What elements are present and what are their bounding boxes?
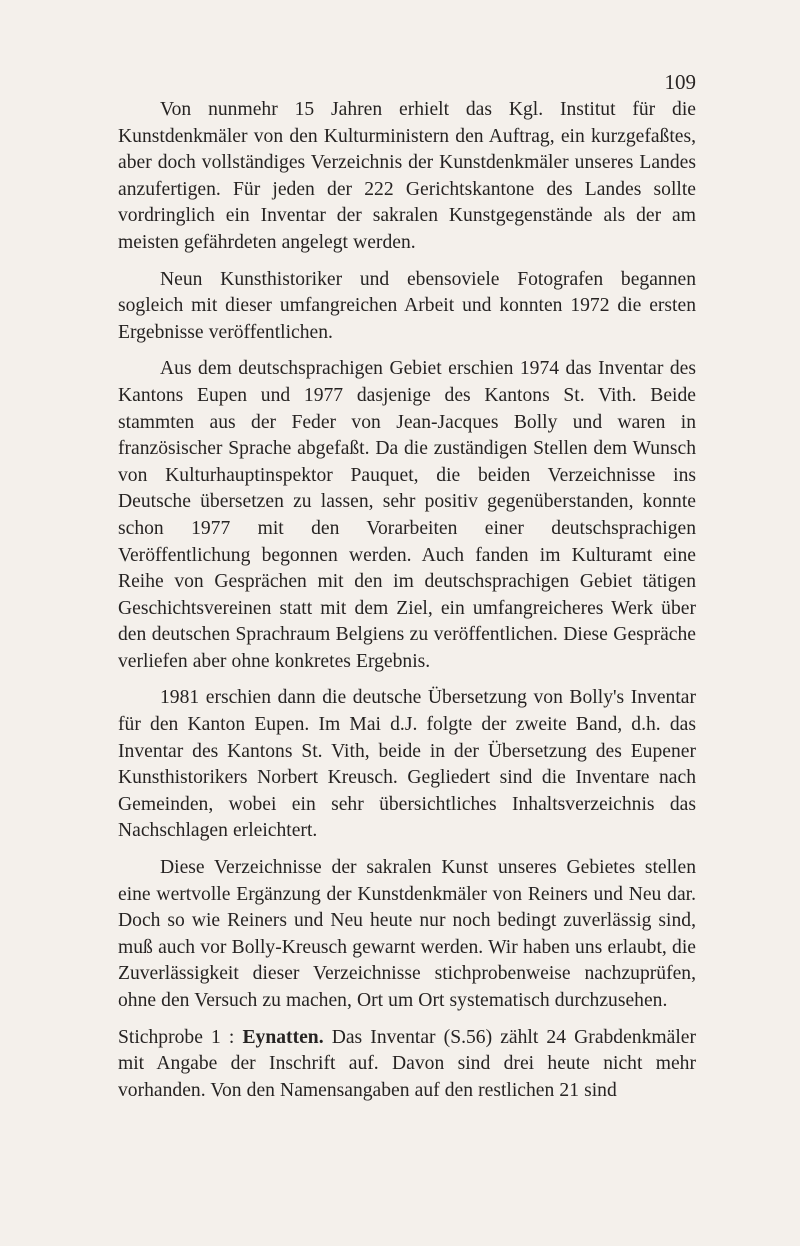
sample-text: Das Inventar (S.56) zählt 24 Grabdenkmäler mit Angabe der Inschrift auf. Davon sind drei heute nicht mehr vorhanden. Von den Namensangaben auf den restlichen 21 sind	[118, 1026, 696, 1101]
body-text	[118, 97, 696, 1104]
page-number: 109	[664, 70, 696, 94]
paragraph-6	[118, 1025, 696, 1105]
paragraph-3: Aus dem deutschsprachigen Gebiet erschien 1974 das Inventar des Kantons Eupen und 1977 dasjenige des Kantons St. Vith. Beide stammten aus der Feder von Jean-Jacques Bolly und waren in französischer Sprache abgefaßt. Da die zuständigen Stellen dem Wunsch von Kulturhauptinspektor Pauquet, die beiden Verzeichnisse ins Deutsche übersetzen zu lassen, sehr positiv gegenüberstanden, konnte schon 1977 mit den Vorarbeiten einer deutschsprachigen Veröffentlichung begonnen werden. Auch fanden im Kulturamt eine Reihe von Gesprächen mit den im deutschsprachigen Gebiet tätigen Geschichtsvereinen statt mit dem Ziel, ein umfangreicheres Werk über den deutschen Sprachraum Belgiens zu veröffentlichen. Diese Gespräche verliefen aber ohne konkretes Ergebnis.	[118, 358, 696, 672]
sample-place: Eynatten.	[242, 1026, 324, 1048]
paragraph-4: 1981 erschien dann die deutsche Übersetzung von Bolly's Inventar für den Kanton Eupen. Im Mai d.J. folgte der zweite Band, d.h. das Inventar des Kantons St. Vith, beide in der Übersetzung des Eupener Kunsthistorikers Norbert Kreusch. Gegliedert sind die Inventare nach Gemeinden, wobei ein sehr übersichtliches Inhaltsverzeichnis das Nachschlagen erleichtert.	[118, 687, 696, 842]
paragraph-1: Von nunmehr 15 Jahren erhielt das Kgl. Institut für die Kunstdenkmäler von den Kulturministern den Auftrag, ein kurzgefaßtes, aber doch vollständiges Verzeichnis der Kunstdenkmäler unseres Landes anzufertigen. Für jeden der 222 Gerichtskantone des Landes sollte vordringlich ein Inventar der sakralen Kunstgegenstände als der am meisten gefährdeten angelegt werden.	[118, 99, 696, 253]
paragraph-2: Neun Kunsthistoriker und ebensoviele Fotografen begannen sogleich mit dieser umfangreichen Arbeit und konnten 1972 die ersten Ergebnisse veröffentlichen.	[118, 268, 696, 343]
sample-label: Stichprobe 1 :	[118, 1026, 243, 1048]
paragraph-5: Diese Verzeichnisse der sakralen Kunst unseres Gebietes stellen eine wertvolle Ergänzung der Kunstdenkmäler von Reiners und Neu dar. Doch so wie Reiners und Neu heute nur noch bedingt zuverlässig sind, muß auch vor Bolly-Kreusch gewarnt werden. Wir haben uns erlaubt, die Zuverlässigkeit dieser Verzeichnisse stichprobenweise nachzuprüfen, ohne den Versuch zu machen, Ort um Ort systematisch durchzusehen.	[118, 857, 696, 1011]
